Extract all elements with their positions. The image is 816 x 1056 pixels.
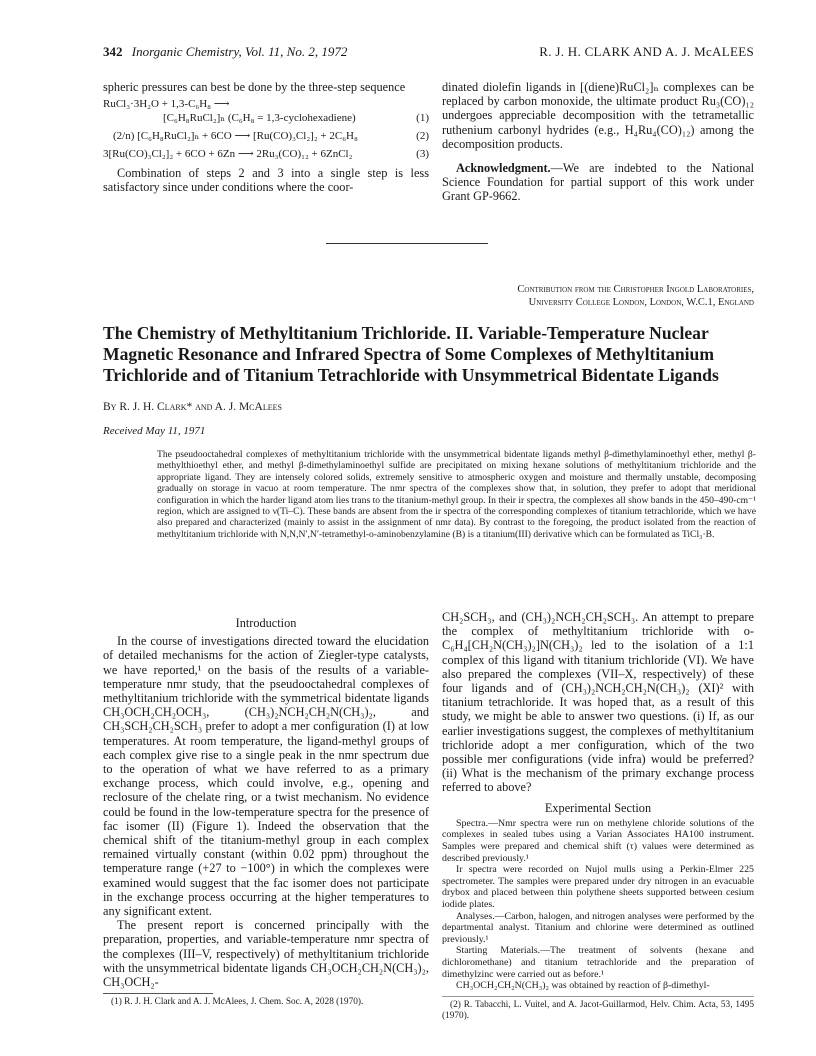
- article-right-column: [442, 610, 754, 1022]
- prev-article-left-column: [103, 80, 429, 195]
- running-header-authors: R. J. H. CLARK AND A. J. McALEES: [539, 44, 754, 59]
- experimental-heading: Experimental Section: [544, 800, 652, 815]
- acknowledgment-heading: Acknowledgment.: [456, 161, 551, 176]
- equation-3-text: 3[Ru(CO)₃Cl₂]₂ + 6CO + 6Zn ⟶ 2Ru₃(CO)₁₂ + 6ZnCl₂: [103, 148, 353, 161]
- article-left-column: [103, 616, 429, 1008]
- experimental-section: [442, 818, 754, 992]
- footnote-rule-right: [442, 996, 754, 997]
- introduction-heading: Introduction: [235, 616, 297, 630]
- article-separator-rule: [326, 243, 488, 244]
- prev-intro-text: spheric pressures can best be done by the three-step sequence: [103, 80, 406, 94]
- page-number: 342: [103, 44, 123, 59]
- contribution-affiliation: [334, 283, 754, 309]
- prev-article-right-column: [442, 80, 754, 204]
- contribution-line-2: University College London, London, W.C.1, England: [528, 297, 754, 308]
- byline: By R. J. H. Clark* and A. J. McAlees: [103, 401, 282, 413]
- equation-1-line-1: RuCl₃·3H₂O + 1,3-C₆H₈ ⟶: [103, 98, 230, 111]
- footnote-rule: [103, 993, 213, 994]
- prev-right-paragraph: dinated diolefin ligands in [(diene)RuCl₂]ₙ complexes can be replaced by carbon monoxide, the ultimate product Ru₃(CO)₁₂ undergoes appreciable decomposition with the tetrametallic ruthenium carbonyl hydrides (e.g., H₄Ru₄(CO)₁₂) among the decomposition products.: [442, 80, 754, 151]
- footnote-1: (1) R. J. H. Clark and A. J. McAlees, J. Chem. Soc. A, 2028 (1970).: [111, 997, 364, 1008]
- footnote-2: (2) R. Tabacchi, L. Vuitel, and A. Jacot-Guillarmod, Helv. Chim. Acta, 53, 1495 (1970).: [442, 999, 754, 1021]
- equation-1-number: (1): [416, 112, 429, 125]
- experimental-spectra: Spectra.—Nmr spectra were run on methylene chloride solutions of the complexes in sealed tubes using a Varian Associates HA100 instrument. Samples were prepared and chemical shift (τ) values were determined as described previously.¹: [442, 817, 754, 864]
- introduction-paragraph-1: In the course of investigations directed toward the elucidation of detailed mechanisms for the action of Ziegler-type catalysts, we have reported,¹ on the basis of the results of a variable-temperature nmr study, that the pseudooctahedral complexes of methyltitanium trichloride with the symmetrical bidentate ligands CH₃OCH₂CH₂OCH₃, (CH₃)₂NCH₂CH₂N(CH₃)₂, and CH₃SCH₂CH₂SCH₃ prefer to adopt a mer configuration (I) at low temperatures. At room temperature, the ligand-methyl groups of each complex give rise to a single peak in the nmr spectrum due to the operation of what we have referred to as a primary exchange process, which could involve, e.g., opening and reclosure of the chelate ring, or a twist mechanism. No evidence could be found in the low-temperature spectra for the presence of fac isomer (II) (Figure 1). Indeed the observation that the chemical shift of the titanium-methyl group in each complex remained virtually constant (within 0.02 ppm) throughout the temperature range (+27 to −100°) in which the complexes were examined would suggest that the fac isomer does not participate in the exchange process occurring at the higher temperatures to any significant extent.: [103, 634, 429, 919]
- equation-3: [103, 147, 429, 161]
- introduction-paragraph-2: The present report is concerned principally with the preparation, properties, and variable-temperature nmr spectra of the complexes (III–V, respectively) of methyltitanium trichloride with the unsymmetrical bidentate ligands CH₃OCH₂CH₂N(CH₃)₂, CH₃OCH₂-: [103, 918, 429, 990]
- equation-3-number: (3): [416, 148, 429, 161]
- equation-2-number: (2): [416, 130, 429, 143]
- journal-citation: Inorganic Chemistry, Vol. 11, No. 2, 1972: [131, 44, 348, 59]
- experimental-starting-materials: Starting Materials.—The treatment of solvents (hexane and dichloromethane) and titanium tetrachloride and the preparation of dimethylzinc were carried out as before.¹: [442, 945, 754, 980]
- experimental-ligand-prep: CH₃OCH₂CH₂N(CH₃)₂ was obtained by reaction of β-dimethyl-: [456, 980, 710, 992]
- prev-left-paragraph: Combination of steps 2 and 3 into a single step is less satisfactory since under conditions where the coor-: [103, 166, 429, 195]
- acknowledgment-text: —We are indebted to the National Science Foundation for partial support of this work under Grant GP-9662.: [442, 161, 754, 204]
- equation-1-line-2: [C₆H₈RuCl₂]ₙ (C₆H₈ = 1,3-cyclohexadiene): [163, 112, 356, 125]
- right-paragraph-1: CH₂SCH₃, and (CH₃)₂NCH₂CH₂SCH₃. An attempt to prepare the complex of methyltitanium trichloride with o-C₆H₄[CH₂N(CH₃)₂]N(CH₃)₂ led to the isolation of a 1:1 complex of this ligand with titanium trichloride (VI). We have also prepared the complexes (VII–X, respectively) of these four ligands and of (CH₃)₂NCH₂CH₂N(CH₃)₂ (XI)² with titanium tetrachloride. It was hoped that, as a result of this study, we might be able to answer two questions. (i) If, as our earlier investigations suggest, the complexes of methyltitanium trichloride adopt a mer configuration, which of the two possible mer configurations (vide infra) would be preferred? (ii) What is the mechanism of the primary exchange process referred to above?: [442, 610, 754, 795]
- abstract: [157, 449, 756, 540]
- experimental-ir: Ir spectra were recorded on Nujol mulls using a Perkin-Elmer 225 spectrometer. The samples were prepared under dry nitrogen in an evacuable drybox and placed between thin polythene sheets supported between cesium iodide plates.: [442, 864, 754, 910]
- contribution-line-1: Contribution from the Christopher Ingold Laboratories,: [517, 284, 754, 295]
- article-title: The Chemistry of Methyltitanium Trichloride. II. Variable-Temperature Nuclear Magnetic Resonance and Infrared Spectra of Some Complexes of Methyltitanium Trichloride and of Titanium Tetrachloride with Unsymmetrical Bidentate Ligands: [103, 323, 719, 385]
- acknowledgment: [442, 161, 754, 204]
- experimental-analyses: Analyses.—Carbon, halogen, and nitrogen analyses were performed by the departmental analyst. Titanium and chlorine were determined as outlined previously.¹: [442, 910, 754, 945]
- equation-1: [103, 97, 429, 125]
- running-header-left: [103, 44, 347, 60]
- received-date: Received May 11, 1971: [103, 425, 206, 437]
- equation-2-text: (2/n) [C₆H₈RuCl₂]ₙ + 6CO ⟶ [Ru(CO)₃Cl₂]₂ + 2C₆H₈: [113, 130, 358, 143]
- equation-2: [103, 129, 429, 143]
- abstract-text: The pseudooctahedral complexes of methyltitanium trichloride with the unsymmetrical bidentate ligands methyl β-dimethylaminoethyl ether, methyl β-methylthioethyl ether, and methyl β-dimethylaminoethyl sulfide are precipitated on mixing hexane solutions of methyltitanium trichloride and the appropriate ligand. They are intensely colored solids, extremely sensitive to atmospheric oxygen and moisture and thermally unstable, decomposing gradually on storage in vacuo at room temperature. The nmr spectra of the complexes show that, in solution, they prefer to adopt that meridional configuration in which the harder ligand atom lies trans to the titanium-methyl group. In their ir spectra, the complexes all show bands in the 450–490-cm⁻¹ region, which are assigned to ν(Ti–C). These bands are absent from the ir spectra of the corresponding complexes of titanium tetrachloride, which we have also prepared and characterized (mainly to assist in the assignment of nmr data). By contrast to the foregoing, the product isolated from the reaction of methyltitanium trichloride with N,N,N′,N′-tetramethyl-o-aminobenzylamine (B) is a titanium(III) derivative which can be formulated as TiCl₃·B.: [157, 449, 756, 540]
